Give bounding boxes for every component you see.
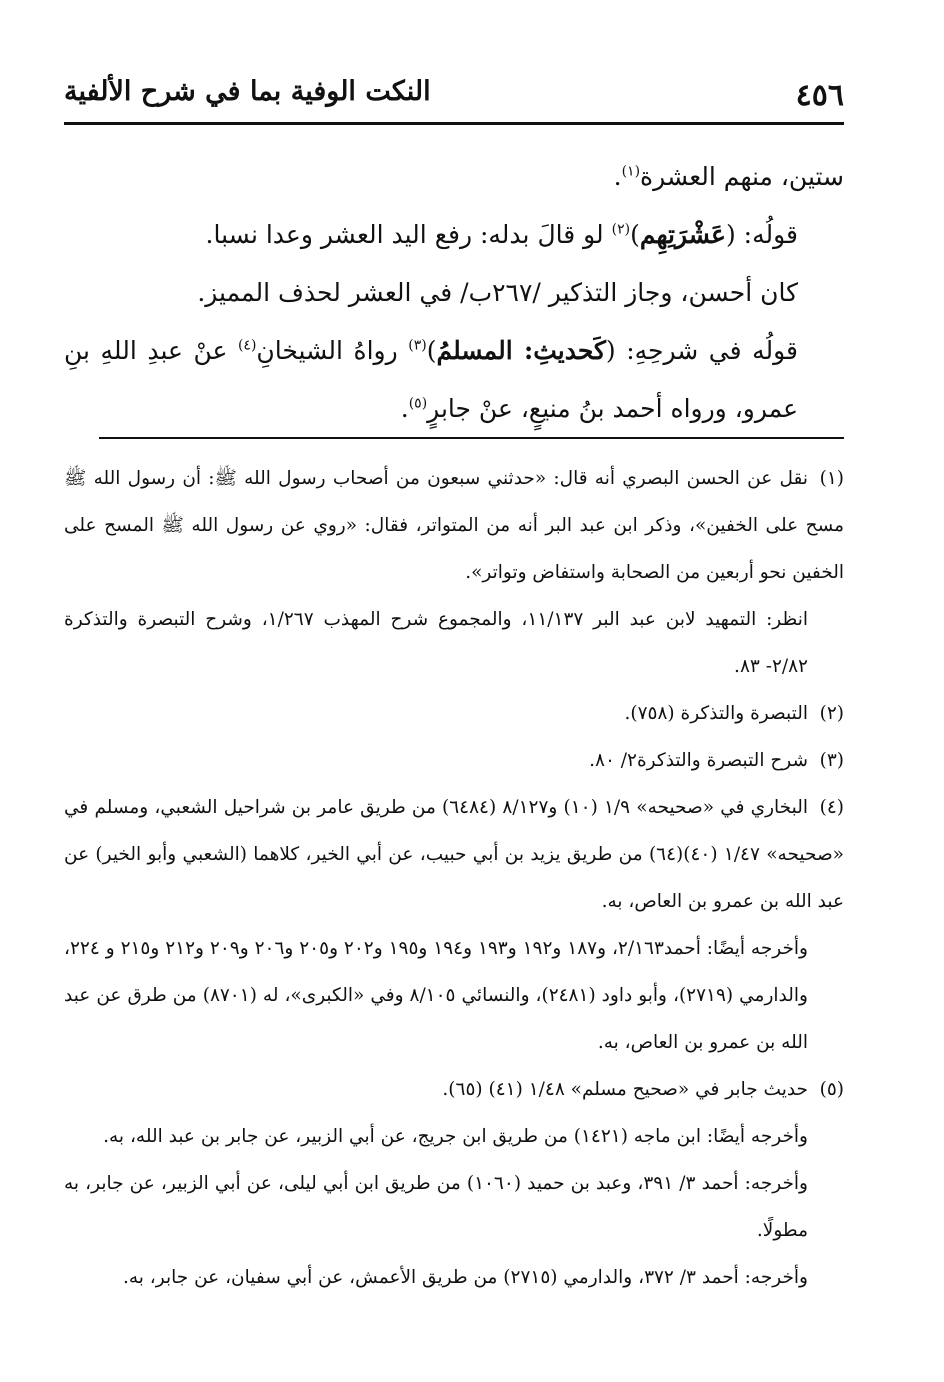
footnote-1-text: نقل عن الحسن البصري أنه قال: «حدثني سبعون من أصحاب رسول الله ﷺ: أن رسول الله ﷺ مسح على الخفين»، وذكر ابن عبد البر أنه من المتواتر، فقال: «روي عن رسول الله ﷺ المسح على الخفين نحو أربعين من الصحابة واستفاض وتواتر». xyxy=(64,468,844,583)
header-rule xyxy=(64,122,844,125)
paragraph-1 xyxy=(64,148,844,206)
footnote-2-number: (٢) xyxy=(819,703,844,724)
p2-b: ) xyxy=(630,220,640,249)
footnote-ref-4: (٤) xyxy=(237,337,257,354)
footnote-2-text: التبصرة والتذكرة (٧٥٨). xyxy=(624,703,808,724)
p4-d: عنْ عبدِ اللهِ بنِ عمرو، ورواه أحمد بنُ منيعٍ، عنْ جابرٍ xyxy=(64,336,798,423)
footnote-4 xyxy=(64,784,844,925)
p4-b: ) xyxy=(426,336,437,365)
running-title: النكت الوفية بما في شرح الألفية xyxy=(64,76,431,107)
footnote-ref-3: (٣) xyxy=(408,337,427,354)
footnote-5 xyxy=(64,1066,844,1113)
paragraph-4 xyxy=(64,322,844,438)
footnote-separator xyxy=(99,437,844,439)
p2-a: قولُه: ( xyxy=(725,220,798,249)
p1-end: . xyxy=(613,162,622,191)
page-header xyxy=(64,68,844,124)
paragraph-3: كان أحسن، وجاز التذكير /٢٦٧ب/ في العشر لحذف المميز. xyxy=(197,278,798,307)
footnote-3 xyxy=(64,737,844,784)
p2-c: لو قالَ بدله: رفع اليد العشر وعدا نسبا. xyxy=(205,220,612,249)
footnote-ref-2: (٢) xyxy=(611,221,631,238)
paragraph-2 xyxy=(64,206,844,264)
main-text xyxy=(64,148,844,438)
footnote-5-number: (٥) xyxy=(819,1079,844,1100)
footnote-ref-5: (٥) xyxy=(408,395,428,412)
footnote-1 xyxy=(64,455,844,596)
footnote-3-text: شرح التبصرة والتذكرة٢/ ٨٠. xyxy=(589,750,808,771)
p4-e: . xyxy=(400,394,409,423)
footnote-5-continued-3: وأخرجه: أحمد ٣/ ٣٧٢، والدارمي (٢٧١٥) من طريق الأعمش، عن أبي سفيان، عن جابر، به. xyxy=(122,1267,808,1288)
footnote-2 xyxy=(64,690,844,737)
p1-text: ستين، منهم العشرة xyxy=(640,162,844,191)
footnotes xyxy=(64,455,844,1301)
page-number: ٤٥٦ xyxy=(795,78,844,113)
footnote-3-number: (٣) xyxy=(819,750,844,771)
p2-bold: عَشْرَتِهِم xyxy=(639,220,726,249)
footnote-1-number: (١) xyxy=(819,468,844,489)
footnote-4-continued: وأخرجه أيضًا: أحمد٢/١٦٣، و١٨٧ و١٩٢ و١٩٣ و١٩٤ و١٩٥ و٢٠٢ و٢٠٥ و٢٠٦ و٢٠٩ و٢١٢ و٢١٥ و ٢٢٤، والدارمي (٢٧١٩)، وأبو داود (٢٤٨١)، والنسائي ٨/١٠٥ وفي «الكبرى»، له (٨٧٠١) من طرق عن عبد الله بن عمرو بن العاص، به. xyxy=(64,938,808,1053)
footnote-5-text: حديث جابر في «صحيح مسلم» ١/٤٨ (٤١) (٦٥). xyxy=(442,1079,808,1100)
footnote-4-text: البخاري في «صحيحه» ١/٩ (١٠) و٨/١٢٧ (٦٤٨٤) من طريق عامر بن شراحيل الشعبي، ومسلم في «صحيحه» ١/٤٧ (٤٠)(٦٤) من طريق يزيد بن أبي حبيب، عن أبي الخير، كلاهما (الشعبي وأبو الخير) عن عبد الله بن عمرو بن العاص، به. xyxy=(64,797,844,912)
footnote-ref-1: (١) xyxy=(621,163,641,180)
footnote-5-continued-1: وأخرجه أيضًا: ابن ماجه (١٤٢١) من طريق ابن جريج، عن أبي الزبير، عن جابر بن عبد الله، به. xyxy=(103,1126,808,1147)
footnote-1-continued: انظر: التمهيد لابن عبد البر ١١/١٣٧، والمجموع شرح المهذب ١/٢٦٧، وشرح التبصرة والتذكرة ٢/٨٢- ٨٣. xyxy=(64,609,808,677)
p4-bold: كَحديثِ: المسلمُ xyxy=(436,336,606,365)
p4-c: رواهُ الشيخانِ xyxy=(256,336,409,365)
p4-a: قولُه في شرحِهِ: ( xyxy=(605,336,798,365)
footnote-4-number: (٤) xyxy=(819,797,844,818)
footnote-5-continued-2: وأخرجه: أحمد ٣/ ٣٩١، وعبد بن حميد (١٠٦٠) من طريق ابن أبي ليلى، عن أبي الزبير، عن جابر، به مطولًا. xyxy=(64,1173,808,1241)
